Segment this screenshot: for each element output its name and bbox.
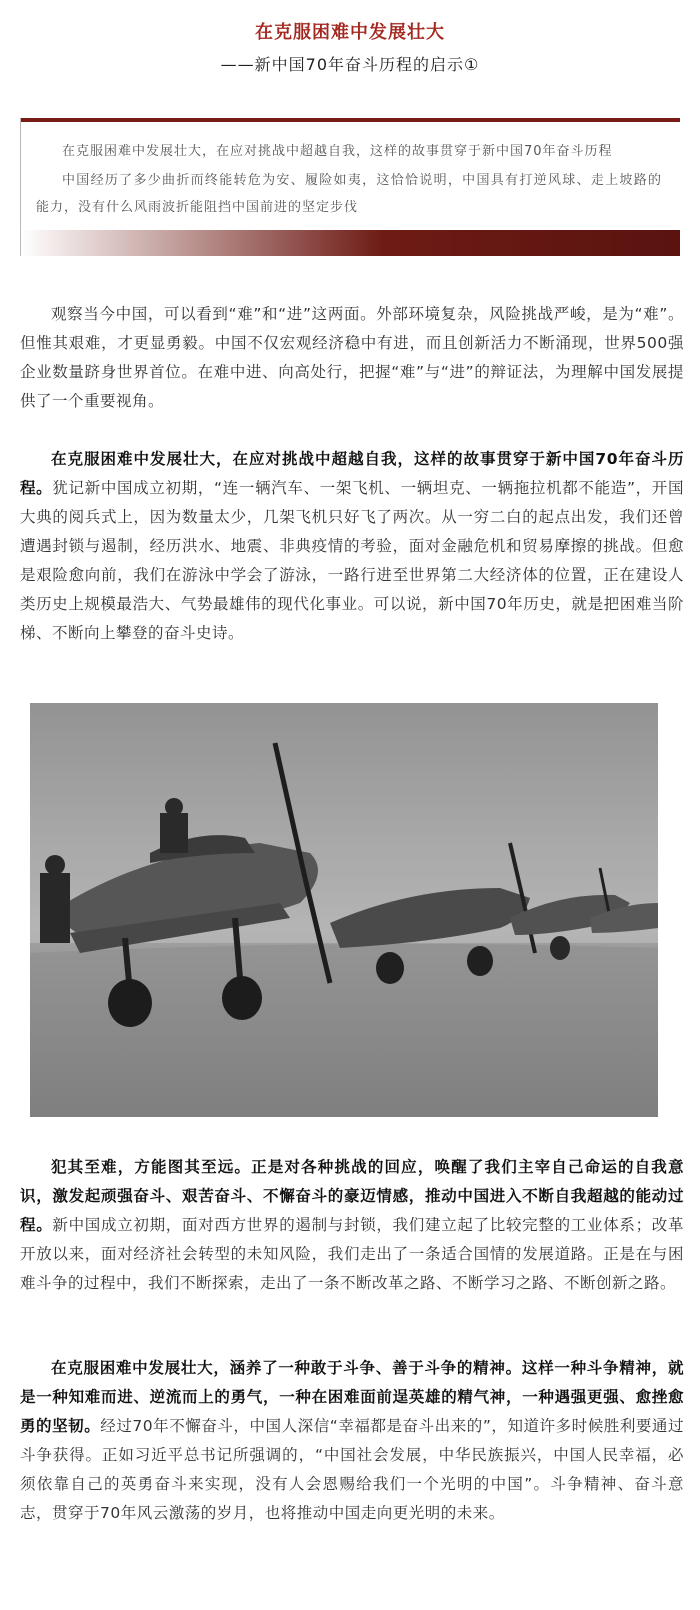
summary-line-1: 在克服困难中发展壮大，在应对挑战中超越自我，这样的故事贯穿于新中国70年奋斗历程 xyxy=(62,144,613,159)
paragraph-2-lead: 在克服困难中发展壮大，在应对挑战中超越自我，这样的故事贯穿于新中国70年奋斗历程。 xyxy=(20,450,684,497)
summary-line-2: 中国经历了多少曲折而终能转危为安、履险如夷，这恰恰说明，中国具有打逆风球、走上坡路的能力，没有什么风雨波折能阻挡中国前进的坚定步伐 xyxy=(36,173,662,215)
article-subtitle: ——新中国70年奋斗历程的启示① xyxy=(220,55,480,74)
paragraph-3-lead: 犯其至难，方能图其至远。正是对各种挑战的回应，唤醒了我们主宰自己命运的自我意识，激发起顽强奋斗、艰苦奋斗、不懈奋斗的豪迈情感，推动中国进入不断自我超越的能动过程。 xyxy=(20,1158,684,1234)
paragraph-4-lead: 在克服困难中发展壮大，涵养了一种敢于斗争、善于斗争的精神。这样一种斗争精神，就是一种知难而进、逆流而上的勇气，一种在困难面前逞英雄的精气神，一种遇强更强、愈挫愈勇的坚韧。 xyxy=(20,1359,684,1435)
article-title: 在克服困难中发展壮大 xyxy=(255,22,445,43)
paragraph-2 xyxy=(20,445,684,648)
paragraph-3 xyxy=(20,1153,684,1298)
paragraph-3-body: 新中国成立初期，面对西方世界的遏制与封锁，我们建立起了比较完整的工业体系；改革开放以来，面对经济社会转型的未知风险，我们走出了一条适合国情的发展道路。正是在与困难斗争的过程中，我们不断探索，走出了一条不断改革之路、不断学习之路、不断创新之路。 xyxy=(20,1216,684,1292)
historical-aircraft-photo xyxy=(30,703,658,1117)
paragraph-4 xyxy=(20,1354,684,1528)
summary-box xyxy=(20,118,680,256)
paragraph-1: 观察当今中国，可以看到“难”和“进”这两面。外部环境复杂，风险挑战严峻，是为“难”。但惟其艰难，才更显勇毅。中国不仅宏观经济稳中有进，而且创新活力不断涌现，世界500强企业数量跻身世界首位。在难中进、向高处行，把握“难”与“进”的辩证法，为理解中国发展提供了一个重要视角。 xyxy=(20,305,684,410)
paragraph-4-body: 经过70年不懈奋斗，中国人深信“幸福都是奋斗出来的”，知道许多时候胜利要通过斗争获得。正如习近平总书记所强调的，“中国社会发展，中华民族振兴，中国人民幸福，必须依靠自己的英勇奋斗来实现，没有人会恩赐给我们一个光明的中国”。斗争精神、奋斗意志，贯穿于70年风云激荡的岁月，也将推动中国走向更光明的未来。 xyxy=(20,1417,684,1522)
aircraft-photo-illustration xyxy=(30,703,658,1117)
paragraph-2-body: 犹记新中国成立初期，“连一辆汽车、一架飞机、一辆坦克、一辆拖拉机都不能造”，开国大典的阅兵式上，因为数量太少，几架飞机只好飞了两次。从一穷二白的起点出发，我们还曾遭遇封锁与遏制，经历洪水、地震、非典疫情的考验，面对金融危机和贸易摩擦的挑战。但愈是艰险愈向前，我们在游泳中学会了游泳，一路行进至世界第二大经济体的位置，正在建设人类历史上规模最浩大、气势最雄伟的现代化事业。可以说，新中国70年历史，就是把困难当阶梯、不断向上攀登的奋斗史诗。 xyxy=(20,479,684,642)
